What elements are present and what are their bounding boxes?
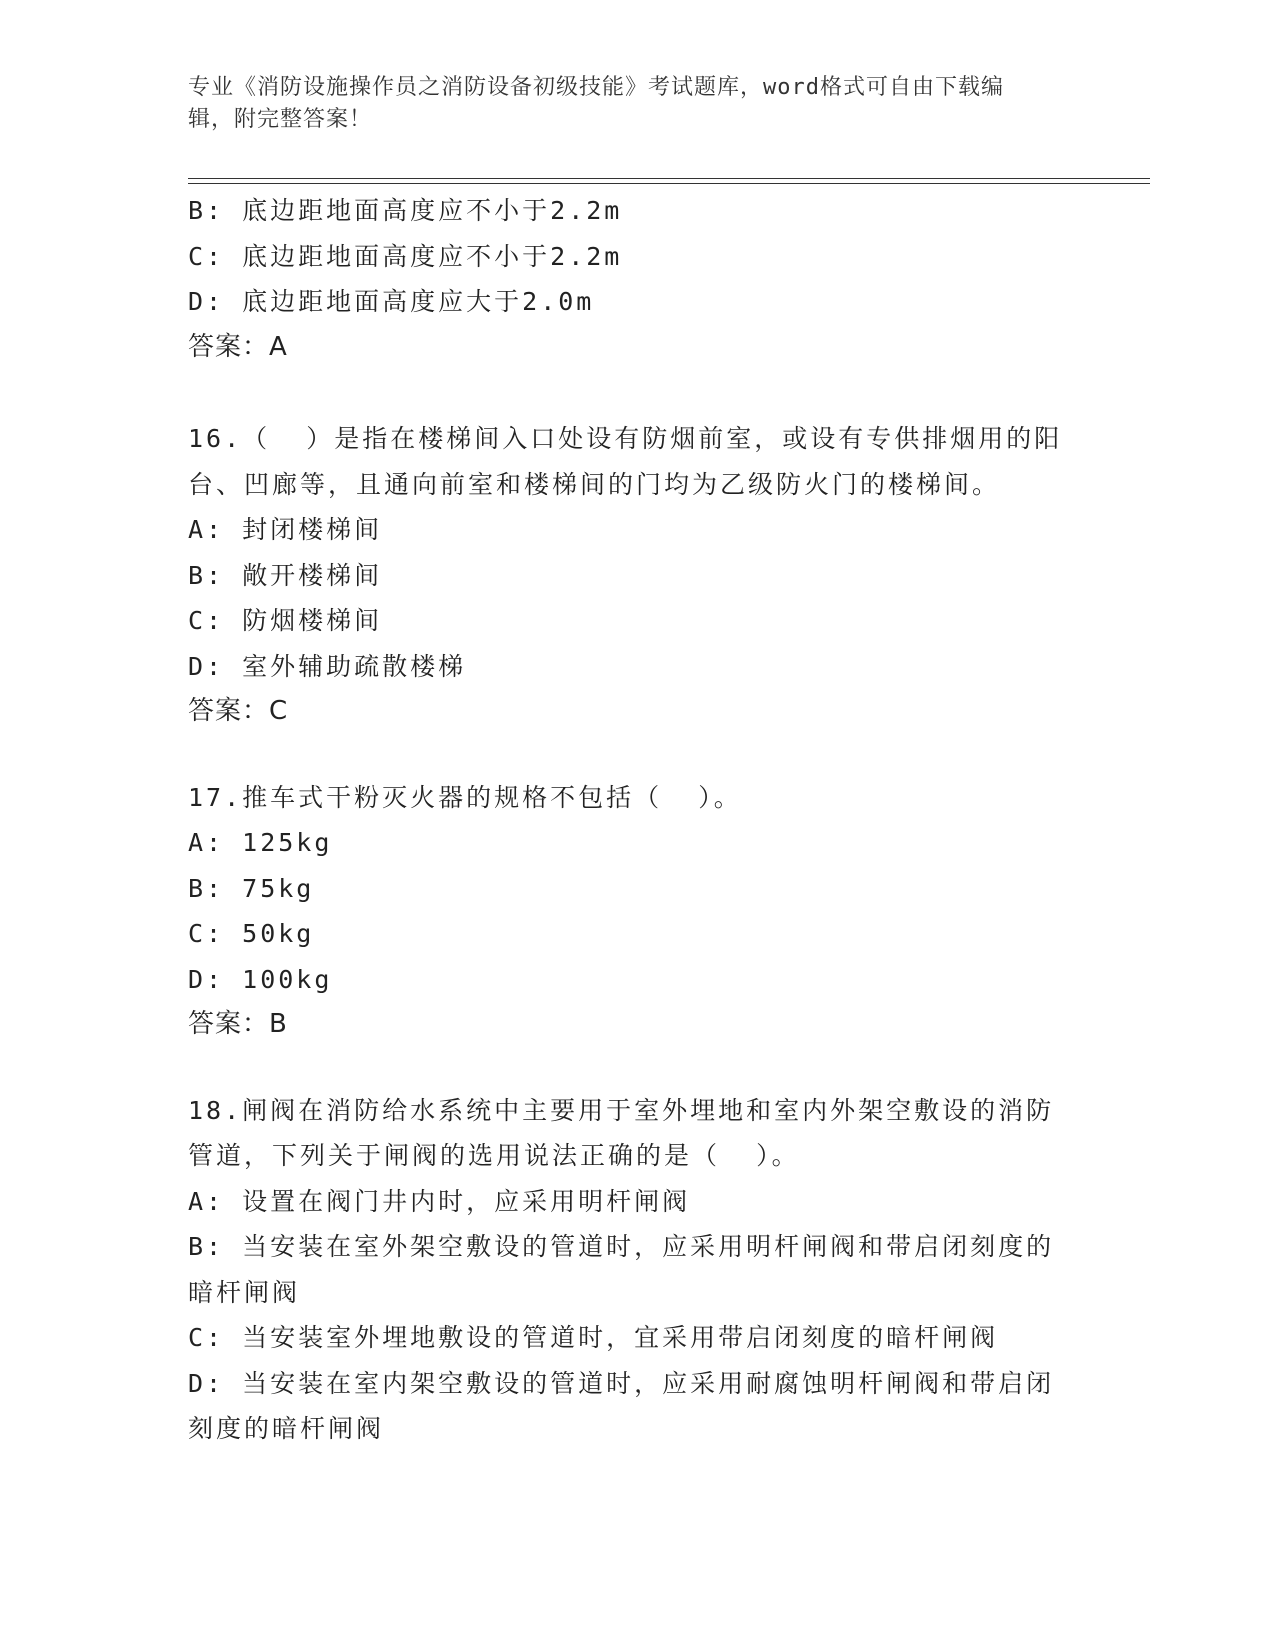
answer-line: 答案：A [188, 331, 288, 362]
answer-line: 答案：B [188, 1009, 288, 1039]
question-stem: 17.推车式干粉灭火器的规格不包括（ ）。 [188, 782, 742, 812]
option-a: A: 设置在阀门井内时，应采用明杆闸阀 [188, 1186, 691, 1216]
option-d: D: 室外辅助疏散楼梯 [188, 651, 467, 681]
option-d-continued: 刻度的暗杆闸阀 [188, 1414, 385, 1443]
header-rule-bottom [188, 183, 1150, 184]
question-stem: 台、凹廊等，且通向前室和楼梯间的门均为乙级防火门的楼梯间。 [188, 469, 1001, 499]
option-c: C: 50kg [188, 919, 315, 948]
question-15-continued [188, 188, 1088, 370]
header-rule-top [188, 178, 1150, 179]
option-d: D: 100kg [188, 964, 333, 994]
option-b-continued: 暗杆闸阀 [188, 1277, 301, 1307]
question-18 [188, 1088, 1088, 1452]
page-header [188, 72, 1088, 136]
question-stem: 管道，下列关于闸阀的选用说法正确的是（ ）。 [188, 1141, 800, 1170]
option-d: D: 底边距地面高度应大于2.0m [188, 287, 595, 316]
option-b: B: 敞开楼梯间 [188, 560, 383, 590]
header-line-1: 专业《消防设施操作员之消防设备初级技能》考试题库，word格式可自由下载编 [188, 75, 1004, 100]
header-line-2: 辑，附完整答案！ [188, 107, 373, 132]
question-16 [188, 416, 1088, 735]
option-b: B: 75kg [188, 873, 315, 903]
option-c: C: 防烟楼梯间 [188, 606, 383, 635]
option-b: B: 底边距地面高度应不小于2.2m [188, 196, 623, 225]
question-17 [188, 775, 1088, 1048]
option-c: C: 当安装室外埋地敷设的管道时，宜采用带启闭刻度的暗杆闸阀 [188, 1323, 999, 1352]
option-d: D: 当安装在室内架空敷设的管道时，应采用耐腐蚀明杆闸阀和带启闭 [188, 1368, 1055, 1398]
option-a: A: 125kg [188, 828, 333, 857]
question-stem: 18.闸阀在消防给水系统中主要用于室外埋地和室内外架空敷设的消防 [188, 1095, 1055, 1125]
question-list [188, 188, 1088, 1452]
answer-line: 答案：C [188, 696, 289, 726]
question-stem: 16.（ ）是指在楼梯间入口处设有防烟前室，或设有专供排烟用的阳 [188, 424, 1063, 453]
option-c: C: 底边距地面高度应不小于2.2m [188, 241, 623, 271]
option-a: A: 封闭楼梯间 [188, 515, 383, 544]
option-b: B: 当安装在室外架空敷设的管道时，应采用明杆闸阀和带启闭刻度的 [188, 1232, 1055, 1261]
